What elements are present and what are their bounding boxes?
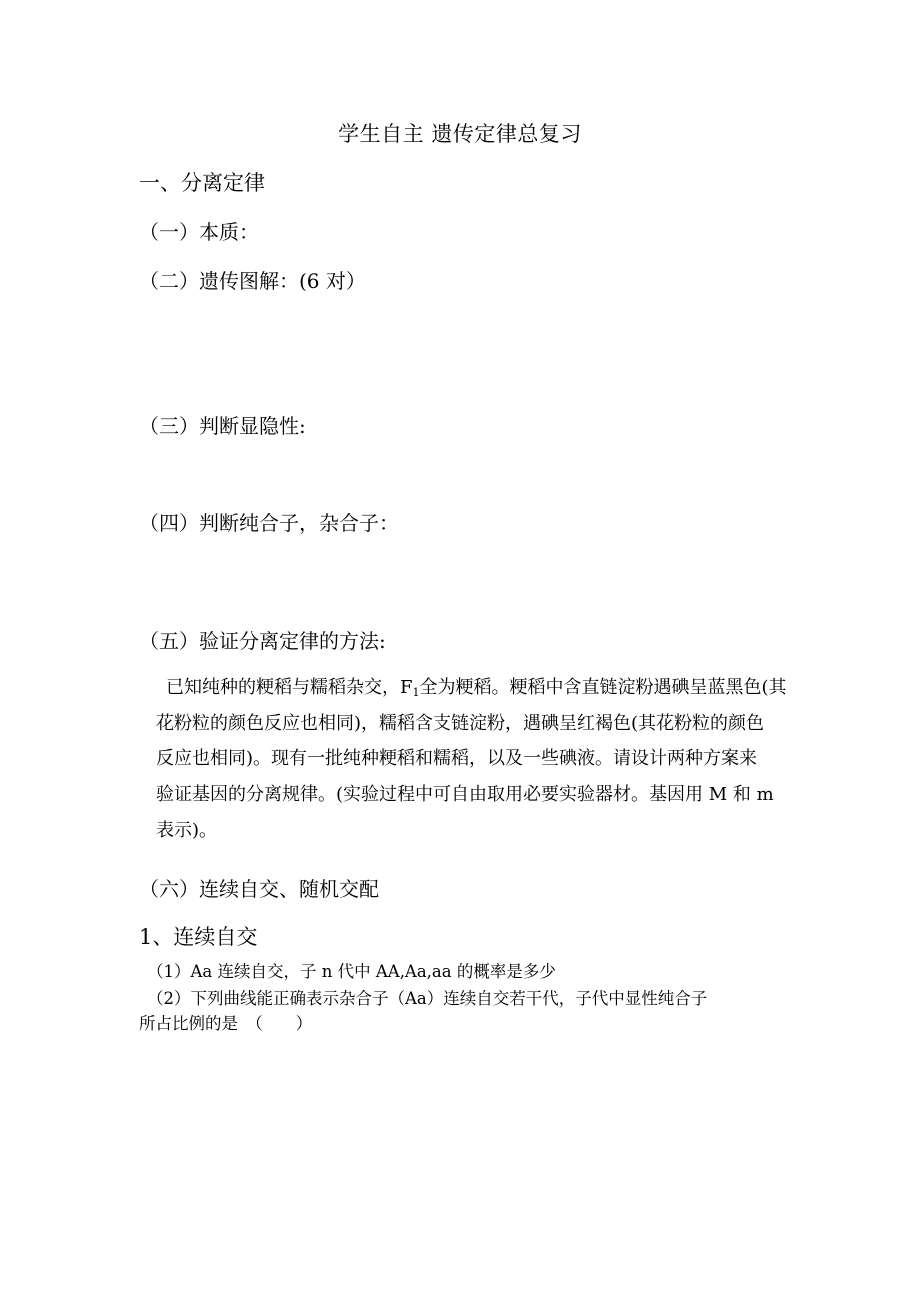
problem-line-1: 已知纯种的粳稻与糯稻杂交，$F_1$全为粳稻。粳稻中含直链淀粉遇碘呈蓝黑色(其	[166, 677, 787, 699]
question-2-line-1: （2）下列曲线能正确表示杂合子（Aa）连续自交若干代，子代中显性纯合子	[147, 989, 708, 1008]
item-essence: （一）本质：	[139, 220, 259, 244]
item-genetic-diagram: （二）遗传图解：(6 对）	[139, 269, 366, 293]
problem-line-4: 验证基因的分离规律。(实验过程中可自由取用必要实验器材。基因用 M 和 m	[156, 784, 774, 805]
item-homozygote-judgement: （四）判断纯合子，杂合子：	[139, 511, 399, 535]
item-verify-method: （五）验证分离定律的方法:	[139, 629, 386, 653]
problem-line-5: 表示)。	[156, 820, 218, 841]
problem-line-2: 花粉粒的颜色反应也相同)，糯稻含支链淀粉，遇碘呈红褐色(其花粉粒的颜色	[156, 713, 765, 734]
question-1: （1）Aa 连续自交，子 n 代中 AA,Aa,aa 的概率是多少	[147, 962, 556, 981]
item-dominance-judgement: （三）判断显隐性:	[139, 414, 306, 438]
problem-line-3: 反应也相同)。现有一批纯种粳稻和糯稻，以及一些碘液。请设计两种方案来	[156, 748, 758, 769]
item-continuous-selfing: （六）连续自交、随机交配	[139, 877, 379, 901]
section-heading-separation-law: 一、分离定律	[139, 171, 265, 195]
question-2-line-2: 所占比例的是 （ ）	[139, 1014, 313, 1033]
subsection-heading-continuous-selfing: 1、连续自交	[139, 925, 258, 949]
document-title: 学生自主 遗传定律总复习	[338, 122, 582, 146]
